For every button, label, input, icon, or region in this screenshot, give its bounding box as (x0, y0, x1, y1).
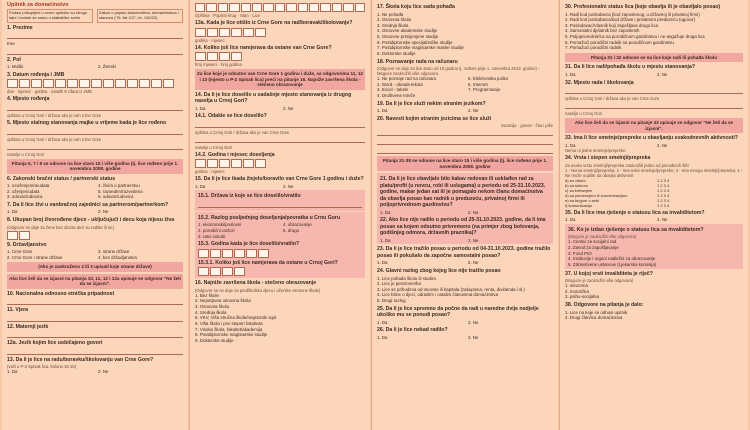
move-date-labels: godina · mjesec (195, 169, 225, 175)
school-opt-1[interactable]: 1. Ne pohađa (377, 11, 404, 17)
q2-gender-label: 2. Pol (7, 56, 21, 63)
form-title: Upitnik za domaćinstvo (7, 2, 69, 8)
header-id-boxes[interactable] (195, 3, 365, 12)
mother-residence-hint: opština u Crnoj Gori / država ako je van Crne Gore (7, 136, 102, 142)
ready-no[interactable]: 2. Ne (468, 319, 479, 325)
birthplace-hint: opština u Crnoj Gori / država ako je van Crne Gore (7, 112, 102, 118)
q22-absent-label: 22. Ako lice nije radilo u periodu od 25-31.10.2023. godine, da li ima posao sa kojem odsutno privremeno (na primjer zbog bolovanja, godišnjeg odmora, državnih praznika)? (380, 217, 546, 237)
foreign-lang-yes[interactable]: 1. Da (377, 108, 388, 114)
no-search-opt-4[interactable]: 4. Lice brine o djeci, odraslim i ostalim članovima domaćinstva (377, 292, 499, 298)
religion-field[interactable] (7, 315, 183, 322)
disability-type-opt-2[interactable]: 2. motorička (565, 288, 589, 294)
marital-opt-1[interactable]: 1. neoženjen/neudata (7, 183, 50, 189)
status-opt-1[interactable]: 1. Radi kod poslodavca (kod zaposlenog, u državnoj ili privatnoj firmi) (565, 11, 700, 17)
difficulty-item-6: f) komunikacija (565, 202, 592, 208)
birthdate-labels: dan · mjesec · godina · ostalih 6 cifara iz JMB (7, 89, 92, 95)
education-opt-3[interactable]: 3. Osnovna škola (195, 304, 229, 310)
issuer-opt-1[interactable]: 1. Centar za socijalni rad (568, 239, 617, 245)
status-opt-7[interactable]: 7. Pomažući porodični radnik (565, 45, 622, 51)
q23-job-search-label: 23. Da li je lice tražilo posao u periodu od 04-31.10.2023. godine tražilo posao ili pokušalo da započne samostalni posao? (377, 246, 551, 259)
q152-reason-label: 15.2. Razlog posljednjeg doseljenja/povratka u Crnu Goru (198, 214, 341, 221)
age-15-band: Pitanja 6, 7 i 8 se odnose na lice staro 15 i više godina (tj. lice rođeno prije 1. novembra 2008. godine (7, 159, 183, 174)
column-2 (190, 0, 370, 430)
school-opt-2[interactable]: 2. Osnovna škola (377, 17, 411, 23)
q17-school-label: 17. Škola koju lice sada pohađa (377, 4, 455, 10)
status-opt-5[interactable]: 5. Poljoprivrednik/ca na porodičnom gazdinstvu i ne angažuje druga lica (565, 34, 705, 39)
computer-opt-3[interactable]: 3. Excel - tabele (377, 87, 409, 93)
difficulty-no[interactable]: 2. Ne (657, 142, 668, 148)
worked-no[interactable]: 2. Ne (468, 209, 479, 215)
q10-ethnicity-label: 10. Nacionalna odnosno etnička pripadnost (7, 290, 115, 297)
q32-workplace-label: 32. Mjesto rada / školovanja (565, 79, 634, 86)
q30-status-label: 30. Profesionalni status lica (koje obavlja ili je obavljalo posao) (565, 4, 721, 10)
birthplace-field[interactable] (7, 104, 183, 111)
partnership-options (7, 209, 183, 215)
difficulty-yes[interactable]: 1. Da (565, 142, 576, 148)
difficulty-item-5: e) sa brigom o sebi (565, 197, 600, 203)
moved-yes[interactable]: 1. Da (195, 105, 206, 111)
issuer-opt-3[interactable]: 3. Fond PIO (568, 250, 592, 256)
q141-from-label: 14.1. Odakle se lice doselilo? (195, 113, 267, 120)
school-opt-8[interactable]: 8. Doktorske studije (377, 50, 416, 56)
abroad-hint: (važi u P-2 Spisak lica, kolona 16-16) (7, 364, 77, 370)
difficulty-scale-4[interactable]: 1 2 3 4 (657, 192, 670, 198)
citizenship-opt-2[interactable]: 2. Crne Gore i strane države (7, 254, 63, 260)
lived-abroad-options (195, 184, 365, 190)
declare-band: Ako lice želi da se izjasni na pitanja 10, 11, 12 i 12a upisuje se odgovor "Ne želi da se izjasni". (7, 274, 183, 289)
respondent-opt-1[interactable]: 1. Lice na koje se odnosi upitnik (565, 309, 628, 315)
q15-lived-abroad-label: 15. Da li je lice ikada živjelo/boravilo van Crne Gore 1 godinu i duže? (195, 176, 364, 183)
ever-worked-options (377, 335, 553, 341)
q14b-moved-label: 14. Da li je lice doselilo u sadašnje mjesto stanovanja iz drugog naselja u Crnoj Gori? (195, 91, 352, 105)
disability-type-opt-1[interactable]: 1. senzorna (565, 283, 588, 289)
q38-respondent-label: 38. Odgovore na pitanja je dalo: (565, 302, 644, 308)
stay-boxes[interactable] (195, 52, 365, 61)
marital-opt-2[interactable]: 2. oženjen/udata (7, 188, 40, 194)
marital-opt-5[interactable]: 5. razveden/razvedena (98, 188, 143, 194)
languages-columns: razumije · govori · čita i piše (500, 123, 553, 129)
q6-marital-label: 6. Zakonski bračni status / partnerski status (7, 175, 116, 182)
q14-stay-label: 14. Koliko još lice namjerava da ostane van Crne Gore? (195, 44, 332, 51)
abroad-yes[interactable]: 1. Da (7, 369, 18, 375)
job-search-yes[interactable]: 1. Da (377, 260, 388, 266)
education-opt-7[interactable]: 7. Visoka škola, fakultet/akademija (195, 326, 263, 332)
computer-options (377, 76, 553, 99)
citizenship-opt-3[interactable]: 3. strane države (98, 249, 130, 255)
q12-mother-tongue-label: 12. Maternji jezik (7, 323, 49, 330)
workplace-settlement-hint: naselje u Crnoj Gori (565, 111, 603, 117)
status-opt-3[interactable]: 3. Poslodavac/Vlasnik koji zapošljava drugu lica (565, 22, 658, 28)
ethnicity-field[interactable] (7, 298, 183, 305)
from-settlement-hint: naselje u Crnoj Gori (195, 144, 233, 150)
q4-birthplace-label: 4. Mjesto rođenja (7, 96, 50, 103)
q5-mother-residence-label: 5. Mjesto stalnog stanovanja majke u vrijeme kada je lice rođeno (7, 120, 167, 127)
absent-no[interactable]: 2. Ne (468, 237, 479, 243)
q37-disability-type-label: 37. U kojoj vrsti invaliditeta je riječ? (565, 270, 653, 277)
q9-citizenship-label: 9. Državljanstvo (7, 241, 47, 248)
column-3 (372, 0, 558, 430)
ready-options (377, 320, 553, 326)
q153-return-label: 15.3. Godina kada je lice doselilo/vratilo? (198, 241, 300, 248)
workplace-settlement-field[interactable] (565, 102, 743, 109)
moved-no[interactable]: 2. Ne (283, 105, 294, 111)
q26-ever-worked-label: 26. Da li je lice nekad radilo? (377, 327, 448, 334)
reason-opt-5[interactable]: 5. drugo (283, 228, 300, 234)
respondent-opt-2[interactable]: 2. Drugi član/ica domaćinstva (565, 315, 623, 321)
marital-opt-6[interactable]: 6. udovac/udovica (98, 194, 134, 200)
education-opt-8[interactable]: 8. Postdiplomske magistarske studije (195, 332, 268, 338)
reason-options (198, 222, 362, 239)
declare-33-band: Ako lice želi da se izjasni na pitanje 33 upisuje se odgovor "Ne želi da se izjasni". (565, 118, 743, 133)
mother-settlement-hint: naselje u Crnoj Gori (7, 151, 45, 157)
reason-opt-2[interactable]: 2. porodični razlozi (198, 228, 235, 234)
name-field[interactable] (7, 48, 183, 55)
skip-band: Za lice koje je odsutno van Crne Gore 1 godinu i duže, sa odgovorima 11, 12 i 13 (mjesto u P-2 Spisak lica) preći na pitanje 16. Najniže završena škola - stečeno obrazovanje (195, 69, 365, 90)
school-opt-3[interactable]: 3. Srednja škola (377, 22, 409, 28)
disability-type-hint: (Moguće je zaokružiti više odgovora) (565, 278, 634, 284)
q25-ready-label: 25. Da li je lice spremno da počne da radi u naredne dvije nedjelje ukoliko mu se ponudi posao? (377, 305, 539, 319)
computer-opt-7[interactable]: 7. Programiranje (468, 87, 501, 93)
absent-yes[interactable]: 1. Da (380, 237, 391, 243)
marital-opt-3[interactable]: 3. udovac/udovica (7, 194, 43, 200)
difficulty-scale-1[interactable]: 1 2 3 4 (657, 177, 670, 183)
gender-male[interactable]: 1. Muški (7, 64, 24, 70)
foreign-lang-no[interactable]: 2. Ne (468, 108, 479, 114)
disability-status-no[interactable]: 2. Ne (657, 217, 668, 223)
surname-field[interactable] (7, 32, 183, 39)
citizenship-opt-4[interactable]: 4. bez državljanstva (98, 254, 137, 260)
type-hint: Za svaku vrstu smetnji/prepreka zaokružiti jedno od ponuđenih šifri (565, 162, 689, 168)
q151-country-label: 15.1. Država iz koje se lice doselilo/vratilo (198, 193, 301, 200)
education-hint: (Odgovor se ne daje za predškolsku djecu i učenike osnovne škole) (195, 287, 321, 293)
language-field[interactable] (7, 348, 183, 355)
issuer-hint: (Moguće je zaokružiti više odgovora) (568, 234, 637, 240)
q3-birthdate-label: 3. Datum rođenja i JMB (7, 71, 65, 78)
difficulty-item-1: a) sa vidom (565, 177, 586, 183)
children-hint: (Odgovor se daje za žene bez obzira da li su rađale ili ne) (7, 224, 114, 230)
birthdate-boxes[interactable] (7, 79, 183, 88)
foreign-state-band: (Ako je zaokruženo 2 ili 3 upisati koje strane države) (7, 262, 183, 272)
children-boxes[interactable] (7, 231, 183, 240)
from-field[interactable] (195, 121, 365, 128)
moved-options (195, 106, 365, 112)
q151-block (195, 190, 365, 211)
q152-block (195, 212, 365, 278)
q35-disability-status-label: 35. Da li lice ima rješenje o statusu lica sa invaliditetom? (565, 209, 705, 216)
reason-opt-1[interactable]: 1. ekonomski/poslovni (198, 222, 242, 228)
q36-block (565, 224, 743, 269)
disability-status-options (565, 217, 743, 223)
no-search-opt-5[interactable]: 5. Drugi razlog (377, 298, 406, 304)
from-hint: opština u Crnoj Gori / država ako je van Crne Gore (195, 129, 290, 135)
gender-options (7, 64, 183, 70)
lived-abroad-yes[interactable]: 1. Da (195, 183, 206, 189)
ready-yes[interactable]: 1. Da (377, 319, 388, 325)
no-search-opt-1[interactable]: 1. Lice pohađa školu ili studira (377, 275, 436, 281)
computer-opt-6[interactable]: 6. Internet (468, 81, 488, 87)
header-id-labels: Opština · Popisni krug · Stan · Lice (195, 13, 260, 18)
status-opt-6[interactable]: 6. Pomažući porodični radnik na porodičnom gazdinstvu (565, 39, 674, 45)
difficulty-scale-5[interactable]: 1 2 3 4 (657, 197, 670, 203)
q18-computer-label: 18. Poznavanje rada na računaru (377, 58, 458, 65)
stay-labels: broj mjeseci · broj godina (195, 62, 242, 68)
difficulty-item-2: b) sa sluhom (565, 182, 588, 188)
q31-local-label: 31. Da li lice radi/pohađa školu u mjestu stanovanja? (565, 64, 696, 71)
country-field[interactable] (198, 201, 362, 208)
q24-reason-label: 24. Glavni razlog zbog kojeg lice nije tražilo posao (377, 268, 501, 275)
left-date-labels: godina · mjesec (195, 37, 225, 43)
q36-issuer-label: 36. Ko je izdao rješenje o statusu lica sa invaliditetom? (568, 226, 704, 233)
job-search-no[interactable]: 2. Ne (468, 260, 479, 266)
difficulty-item-4: d) sa pamćenjem ili koncentracijom (565, 192, 628, 198)
education-opt-2[interactable]: 2. Nepotpuna osnovna škola (195, 298, 251, 304)
gender-female[interactable]: 2. Ženski (98, 64, 116, 70)
q13-abroad-label: 13. Da li je lice na radu/boravku/školovanju van Crne Gore? (7, 356, 154, 363)
mother-settlement-field[interactable] (7, 143, 183, 150)
worked-yes[interactable]: 1. Da (380, 209, 391, 215)
foreign-lang-options (377, 108, 553, 114)
abroad-no[interactable]: 2. Ne (98, 369, 109, 375)
local-options (565, 72, 743, 78)
q142-year-label: 14.2. Godina i mjesec doseljenja (195, 151, 275, 158)
q16-education-label: 16. Najniže završena škola - stečeno obrazovanje (195, 280, 317, 287)
difficulty-grid (565, 178, 743, 208)
reason-opt-3[interactable]: 3. ratni sukobi (198, 233, 226, 239)
q7-partnership-label: 7. Da li lice živi u vanbračnoj zajednici sa partnerom/partnerkom? (7, 201, 169, 208)
workplace-hint: opština u Crnoj Gori / država ako je van Crne Gore (565, 96, 660, 101)
column-1 (2, 0, 188, 430)
q1-name-label: Ime (7, 41, 15, 47)
from-settlement-field[interactable] (195, 136, 365, 143)
stay-cg-boxes[interactable] (198, 267, 362, 276)
computer-opt-1[interactable]: 1. Ne poznaje rad na računaru (377, 76, 437, 82)
mother-residence-field[interactable] (7, 128, 183, 135)
mother-tongue-field[interactable] (7, 331, 183, 338)
header-notes (7, 9, 183, 23)
column-4 (560, 0, 748, 430)
computer-opt-2[interactable]: 2. Word - obrada teksta (377, 81, 423, 87)
q11-religion-label: 11. Vjera (7, 307, 29, 314)
difficulty-scale-2[interactable]: 1 2 3 4 (657, 182, 670, 188)
education-opt-5[interactable]: 5. VKV, Viša stručna škola/majstorski ispit (195, 315, 277, 321)
disability-type-opt-3[interactable]: 3. psiho-socijalna (565, 294, 599, 300)
language-row-3[interactable] (377, 147, 553, 154)
disability-status-yes[interactable]: 1. Da (565, 217, 576, 223)
marital-options (7, 183, 183, 200)
issuer-opt-2[interactable]: 2. Zavod za zapošljavanje (568, 245, 619, 251)
move-date-boxes[interactable] (195, 159, 365, 168)
citizenship-options (7, 249, 183, 260)
computer-hint: (Odgovor se daje za lice staro od 10 godina tj. rođeno prije 1. novembra 2013. godine) - Moguće zaokružiti više odgovora (377, 66, 540, 77)
issuer-opt-4[interactable]: 4. Institucije i organi nadležni za obrazovanje (568, 256, 656, 262)
q33-difficulty-label: 33. Ima li lice smetnje/prepreke u obavljanju svakodnevnih aktivnosti? (565, 135, 738, 142)
q12a-language-label: 12a. Jezik kojim lice uobičajeno govori (7, 340, 103, 347)
local-yes[interactable]: 1. Da (565, 71, 576, 77)
partnership-no[interactable]: 2. Ne (98, 209, 109, 215)
education-opt-4[interactable]: 4. Srednja škola (195, 309, 227, 315)
issuer-opt-5[interactable]: 5. Zdravstvene ustanove (Ljekarska komisija) (568, 261, 657, 267)
education-opt-1[interactable]: 1. Bez škole (195, 292, 219, 298)
language-row-2[interactable] (377, 138, 553, 145)
q21-worked-label: 21. Da li je lice obavljalo bilo kakav redovan ili usklađen rad za platu/profit (u novcu, robi ili uslugama) u periodu od 25-31.10.2023. godine, makar jedan sat ili je pomagalo nekom članu domaćinstva da obavlja posao kao radnik u preduzeću, privatnoj firmi ili poljoprivrednom gazdinstvu? (380, 176, 546, 209)
type-scale: 1 - Nema smetnji/prepreka; 2 - Ima neke smetnje/prepreke; 3 - Ima mnogo smetnji/prepreka; 4 - Ne može uopšte da obavlja aktivnost (565, 167, 743, 178)
law-note: Zakon o popisu stanovništva, domaćinstava i stanova ("Sl. list CG", br. 140/22) (97, 9, 183, 23)
marital-opt-4[interactable]: 4. živi/a u partnerstvu (98, 183, 140, 189)
q1-surname-label: 1. Prezime (7, 24, 33, 31)
q13a-left-label: 13a. Kada je lice otišlo iz Crne Gore na rad/boravak/školovanje? (195, 20, 353, 27)
local-no[interactable]: 2. Ne (657, 71, 668, 77)
difficulty-scale-6[interactable]: 1 2 3 4 (657, 202, 670, 208)
difficulty-scale-3[interactable]: 1 2 3 4 (657, 187, 670, 193)
education-opt-6[interactable]: 6. Viša škola i prvi stepen fakulteta (195, 320, 263, 326)
q1531-stay-label: 15.3.1. Koliko još lice namjerava da ostane u Crnoj Gori? (198, 259, 338, 266)
confidential-note: Podaci prikupljeni u ovom upitniku su strogo tajni i koriste se samo u statističke svrhe (7, 9, 93, 23)
q19-foreign-lang-label: 19. Da li je lice služi nekim stranim jezikom? (377, 100, 486, 107)
workplace-field[interactable] (565, 87, 743, 94)
no-difficulty-note: Nema ni jedne smetnje/prepreke (565, 148, 626, 154)
q8-children-label: 8. Ukupan broj živorođene djece - uključujući i decu koja nijesu živa (7, 217, 175, 224)
computer-opt-5[interactable]: 5. Elektronska pošta (468, 76, 508, 82)
q21-block (377, 173, 553, 244)
school-opt-7[interactable]: 7. Postdiplomske magistarske master studije (377, 45, 464, 51)
language-row-1[interactable] (377, 129, 553, 136)
return-date-boxes[interactable] (198, 249, 362, 258)
lived-abroad-no[interactable]: 2. Ne (283, 183, 294, 189)
computer-opt-4[interactable]: 4. Društvene mreže (377, 92, 416, 98)
citizenship-opt-1[interactable]: 1. Crne Gore (7, 249, 33, 255)
partnership-yes[interactable]: 1. Da (7, 209, 18, 215)
ever-worked-no[interactable]: 2. Ne (468, 334, 479, 340)
abroad-options (7, 369, 183, 375)
school-opt-6[interactable]: 6. Postdiplomske specijalističke studije (377, 39, 453, 45)
status-opt-4[interactable]: 4. Samostalni djelatnik bez zaposlenih (565, 28, 640, 34)
work-age-band: Pitanja 21-38 se odnose na lice staro 15 i više godina (tj. lice rođeno prije 1. novembra 2008. godine (377, 156, 553, 171)
ever-worked-yes[interactable]: 1. Da (377, 334, 388, 340)
left-date-boxes[interactable] (195, 28, 365, 37)
reason-opt-4[interactable]: 4. obrazovanje (283, 222, 312, 228)
work-school-band: Pitanja 31 i 32 odnose se na lice koje radi ili pohađa školu (565, 53, 743, 63)
absent-options (380, 238, 550, 244)
q34-type-label: 34. Vrsta i stepen smetnji/prepreka (565, 155, 651, 162)
job-search-options (377, 260, 553, 266)
school-opt-4[interactable]: 4. Osnovne akademske studije (377, 28, 438, 34)
education-opt-9[interactable]: 9. Doktorske studije (195, 337, 234, 343)
difficulty-item-3: c) sa kretanjem (565, 187, 593, 193)
school-opt-5[interactable]: 5. Osnovne primijenjene studije (377, 34, 439, 39)
status-opt-2[interactable]: 2. Radi kod poslodavca/kod države i privatnom preduzeću (ugovor) (565, 17, 696, 23)
no-search-opt-2[interactable]: 2. Lice je penzioner/ka (377, 281, 421, 287)
worked-options (380, 210, 550, 216)
no-search-opt-3[interactable]: 3. Lice se prihodima od imovine ili kapitala (zakupnina, renta, dividenda i sl.) (377, 286, 525, 292)
q20-languages-label: 20. Navesti kojim stranim jezicima se lice služi (377, 115, 492, 122)
